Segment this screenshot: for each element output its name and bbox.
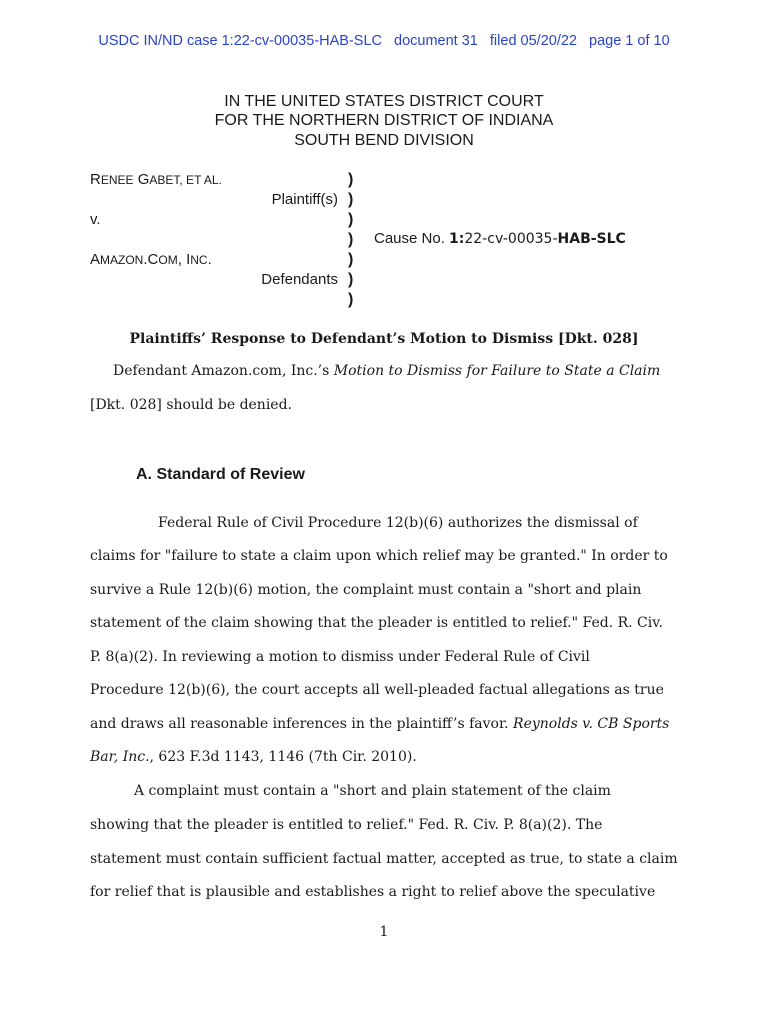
para2-line: for relief that is plausible and establishes a right to relief above the speculative	[90, 884, 656, 900]
plaintiff-role: Plaintiff(s)	[271, 191, 338, 208]
para1-line: statement of the claim showing that the pleader is entitled to relief." Fed. R. Civ.	[90, 615, 663, 631]
para1-line: Federal Rule of Civil Procedure 12(b)(6) authorizes the dismissal of	[158, 515, 638, 531]
caption-paren: )	[348, 231, 354, 248]
caption-paren: )	[348, 191, 354, 208]
para1-line: claims for "failure to state a claim upon which relief may be granted." In order to	[90, 548, 668, 564]
plaintiff-name: RENEE GABET, ET AL.	[90, 171, 222, 188]
caption-paren: )	[348, 251, 354, 268]
ecf-page: page 1 of 10	[589, 33, 670, 49]
court-heading-line2: FOR THE NORTHERN DISTRICT OF INDIANA	[214, 112, 554, 129]
ecf-header	[0, 33, 768, 49]
caption-paren: )	[348, 211, 354, 228]
versus: v.	[90, 211, 101, 228]
para1-line: Procedure 12(b)(6), the court accepts all well-pleaded factual allegations as true	[90, 682, 664, 698]
caption-paren: )	[348, 271, 354, 288]
section-heading: A. Standard of Review	[136, 466, 305, 483]
caption-paren: )	[348, 171, 354, 188]
para1-line: and draws all reasonable inferences in the plaintiff’s favor. Reynolds v. CB Sports	[90, 716, 670, 732]
para2-line: statement must contain sufficient factual matter, accepted as true, to state a claim	[90, 851, 678, 867]
defendant-name: AMAZON.COM, INC.	[90, 251, 212, 268]
ecf-case: USDC IN/ND case 1:22-cv-00035-HAB-SLC	[98, 33, 382, 49]
intro-line-2: [Dkt. 028] should be denied.	[90, 397, 293, 413]
cause-number: Cause No. 1:22-cv-00035-HAB-SLC	[374, 230, 626, 247]
intro-line-1: Defendant Amazon.com, Inc.’s Motion to Dismiss for Failure to State a Claim	[113, 363, 661, 379]
document-title: Plaintiffs’ Response to Defendant’s Motion to Dismiss [Dkt. 028]	[129, 331, 639, 347]
defendant-role: Defendants	[261, 271, 338, 288]
para2-line: A complaint must contain a "short and plain statement of the claim	[134, 783, 611, 799]
ecf-document: document 31	[394, 33, 478, 49]
para1-line: P. 8(a)(2). In reviewing a motion to dismiss under Federal Rule of Civil	[90, 649, 590, 665]
para1-line: survive a Rule 12(b)(6) motion, the complaint must contain a "short and plain	[90, 582, 642, 598]
page-number: 1	[379, 924, 389, 940]
court-heading-line1: IN THE UNITED STATES DISTRICT COURT	[224, 93, 544, 110]
court-heading-line3: SOUTH BEND DIVISION	[294, 132, 474, 149]
para1-line: Bar, Inc., 623 F.3d 1143, 1146 (7th Cir. 2010).	[90, 749, 417, 765]
ecf-filed: filed 05/20/22	[489, 33, 577, 49]
para2-line: showing that the pleader is entitled to relief." Fed. R. Civ. P. 8(a)(2). The	[90, 817, 603, 833]
caption-paren: )	[348, 291, 354, 308]
